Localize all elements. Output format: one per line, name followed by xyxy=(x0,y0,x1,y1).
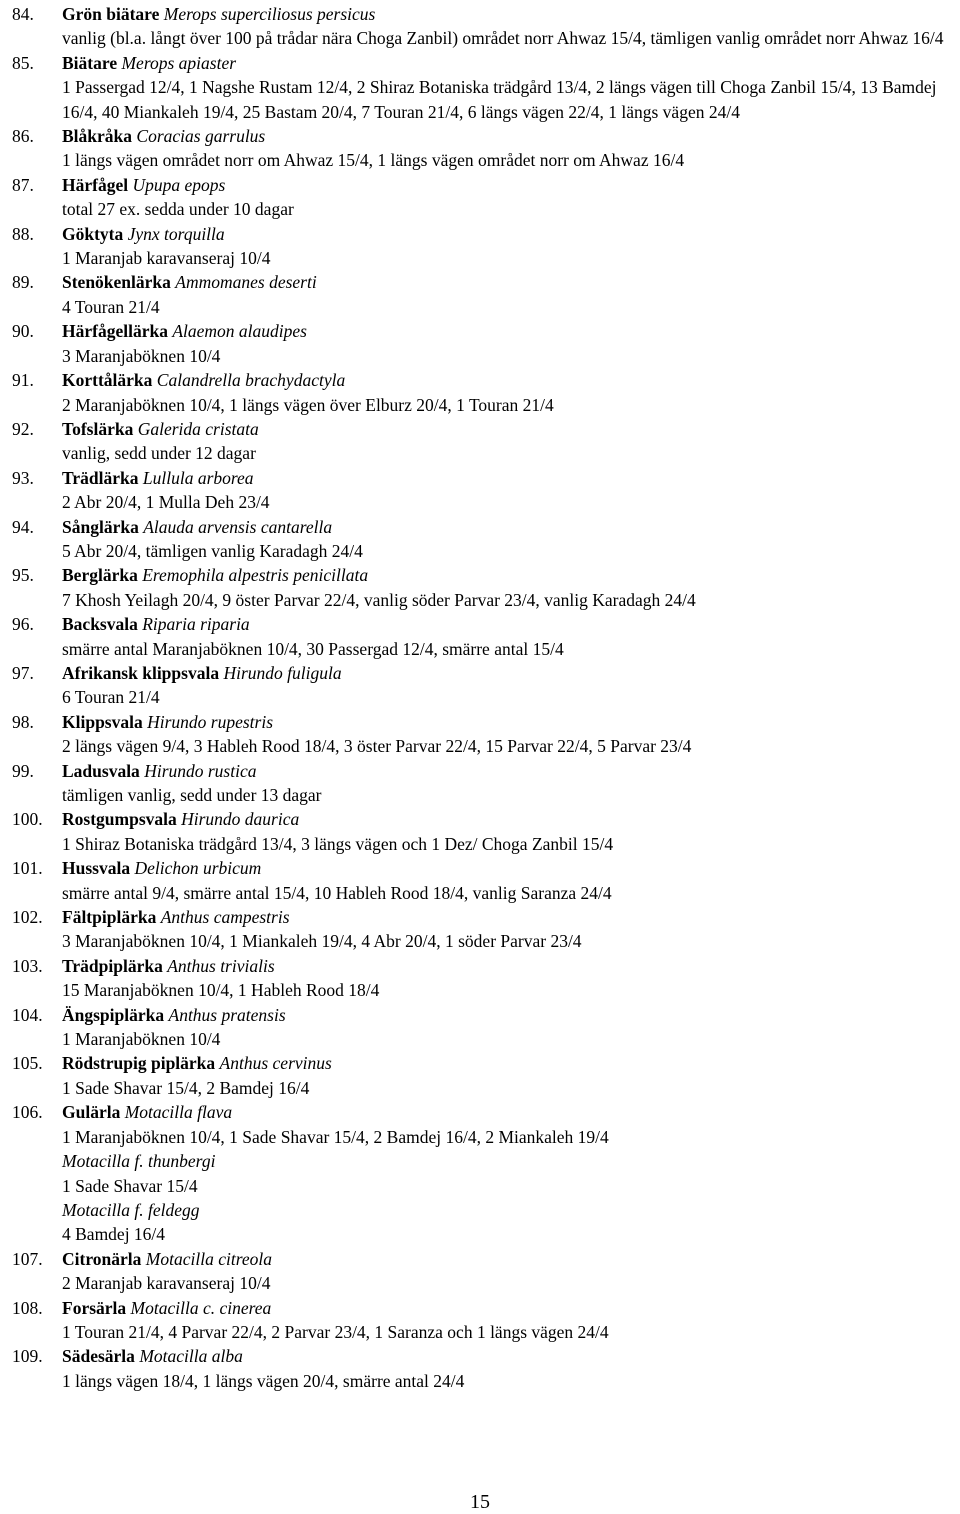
entry-number: 102. xyxy=(12,907,43,928)
observation-text: 3 Maranjaböknen 10/4, 1 Miankaleh 19/4, 4 Abr 20/4, 1 söder Parvar 23/4 xyxy=(62,931,582,952)
entry-body xyxy=(62,1051,954,1100)
species-heading xyxy=(62,759,954,783)
entry-body xyxy=(62,2,954,51)
entry-number: 99. xyxy=(12,760,34,781)
entry-number: 98. xyxy=(12,711,34,732)
species-entry xyxy=(0,2,960,51)
scientific-name: Merops apiaster xyxy=(121,52,237,73)
species-heading xyxy=(62,515,954,539)
subspecies-name: Motacilla f. thunbergi xyxy=(62,1151,216,1172)
species-entry xyxy=(0,1296,960,1345)
species-entry xyxy=(0,515,960,564)
scientific-name: Hirundo rupestris xyxy=(147,711,274,732)
common-name: Biätare xyxy=(62,52,118,73)
entry-number: 97. xyxy=(12,662,34,683)
species-entry xyxy=(0,51,960,124)
observation-text: 1 Maranjab karavanseraj 10/4 xyxy=(62,248,271,269)
entry-body xyxy=(62,222,954,271)
common-name: Rödstrupig piplärka xyxy=(62,1053,216,1074)
observation-text: 1 Passergad 12/4, 1 Nagshe Rustam 12/4, 2 Shiraz Botaniska trädgård 13/4, 2 längs vägen till Choga Zanbil 15/4, 13 Bamdej 16/4, 40 Miankaleh 19/4, 25 Bastam 20/4, 7 Touran 21/4, 6 längs vägen 22/4, 1 längs vägen 24/4 xyxy=(62,77,937,122)
entry-body xyxy=(62,759,954,808)
species-entry xyxy=(0,1051,960,1100)
observation-text: smärre antal 9/4, smärre antal 15/4, 10 Hableh Rood 18/4, vanlig Saranza 24/4 xyxy=(62,882,612,903)
common-name: Stenökenlärka xyxy=(62,272,171,293)
entry-body xyxy=(62,807,954,856)
common-name: Göktyta xyxy=(62,223,124,244)
scientific-name: Anthus cervinus xyxy=(219,1053,332,1074)
entry-number: 87. xyxy=(12,174,34,195)
entry-body xyxy=(62,173,954,222)
scientific-name: Hirundo fuligula xyxy=(223,662,342,683)
scientific-name: Coracias garrulus xyxy=(136,126,266,147)
common-name: Sädesärla xyxy=(62,1346,135,1367)
species-heading xyxy=(62,954,954,978)
entry-number: 89. xyxy=(12,272,34,293)
entry-body xyxy=(62,1100,954,1246)
observation-text: 3 Maranjaböknen 10/4 xyxy=(62,345,221,366)
common-name: Ladusvala xyxy=(62,760,140,781)
observation-text: 1 Maranjaböknen 10/4 xyxy=(62,1029,221,1050)
scientific-name: Jynx torquilla xyxy=(127,223,225,244)
observation-text: 1 Maranjaböknen 10/4, 1 Sade Shavar 15/4, 2 Bamdej 16/4, 2 Miankaleh 19/4 xyxy=(62,1126,609,1147)
entry-body xyxy=(62,1247,954,1296)
species-heading xyxy=(62,51,954,75)
species-heading xyxy=(62,1247,954,1271)
entry-number: 84. xyxy=(12,4,34,24)
scientific-name: Calandrella brachydactyla xyxy=(156,370,346,391)
common-name: Backsvala xyxy=(62,614,138,635)
entry-body xyxy=(62,515,954,564)
species-entry xyxy=(0,759,960,808)
common-name: Klippsvala xyxy=(62,711,143,732)
entry-number: 95. xyxy=(12,565,34,586)
species-heading xyxy=(62,466,954,490)
entry-number: 86. xyxy=(12,126,34,147)
entry-body xyxy=(62,1296,954,1345)
scientific-name: Hirundo rustica xyxy=(144,760,257,781)
species-entry xyxy=(0,905,960,954)
scientific-name: Lullula arborea xyxy=(142,467,254,488)
scientific-name: Motacilla flava xyxy=(124,1102,233,1123)
species-heading xyxy=(62,368,954,392)
scientific-name: Alauda arvensis cantarella xyxy=(143,516,333,537)
entry-number: 108. xyxy=(12,1297,43,1318)
species-heading xyxy=(62,710,954,734)
observation-text: 1 Shiraz Botaniska trädgård 13/4, 3 längs vägen och 1 Dez/ Choga Zanbil 15/4 xyxy=(62,833,614,854)
observation-text: 1 Sade Shavar 15/4, 2 Bamdej 16/4 xyxy=(62,1077,310,1098)
species-entry xyxy=(0,612,960,661)
page-number: 15 xyxy=(470,1491,490,1513)
species-heading xyxy=(62,612,954,636)
common-name: Sånglärka xyxy=(62,516,139,537)
species-list xyxy=(0,2,960,1393)
species-heading xyxy=(62,563,954,587)
observation-text: 1 Touran 21/4, 4 Parvar 22/4, 2 Parvar 23/4, 1 Saranza och 1 längs vägen 24/4 xyxy=(62,1321,609,1342)
entry-body xyxy=(62,856,954,905)
entry-body xyxy=(62,661,954,710)
common-name: Citronärla xyxy=(62,1248,142,1269)
entry-number: 103. xyxy=(12,955,43,976)
entry-number: 93. xyxy=(12,467,34,488)
scientific-name: Alaemon alaudipes xyxy=(172,321,307,342)
scientific-name: Upupa epops xyxy=(132,174,226,195)
scientific-name: Motacilla citreola xyxy=(145,1248,272,1269)
species-entry xyxy=(0,124,960,173)
common-name: Härfågel xyxy=(62,174,129,195)
entry-number: 101. xyxy=(12,858,43,879)
entry-number: 106. xyxy=(12,1102,43,1123)
species-heading xyxy=(62,124,954,148)
scientific-name: Hirundo daurica xyxy=(181,809,300,830)
species-heading xyxy=(62,661,954,685)
scientific-name: Anthus pratensis xyxy=(168,1004,286,1025)
species-entry xyxy=(0,222,960,271)
scientific-name: Galerida cristata xyxy=(137,418,259,439)
species-heading xyxy=(62,173,954,197)
observation-text: tämligen vanlig, sedd under 13 dagar xyxy=(62,785,322,805)
species-entry xyxy=(0,954,960,1003)
observation-text: 15 Maranjaböknen 10/4, 1 Hableh Rood 18/4 xyxy=(62,980,380,1001)
entry-number: 105. xyxy=(12,1053,43,1074)
species-heading xyxy=(62,807,954,831)
observation-text: 1 Sade Shavar 15/4 xyxy=(62,1175,198,1196)
common-name: Gulärla xyxy=(62,1102,121,1123)
entry-body xyxy=(62,368,954,417)
observation-text: smärre antal Maranjaböknen 10/4, 30 Passergad 12/4, smärre antal 15/4 xyxy=(62,638,564,659)
entry-body xyxy=(62,124,954,173)
species-heading xyxy=(62,1051,954,1075)
species-entry xyxy=(0,1003,960,1052)
entry-number: 92. xyxy=(12,418,34,439)
entry-number: 109. xyxy=(12,1346,43,1367)
common-name: Hussvala xyxy=(62,858,131,879)
species-entry xyxy=(0,661,960,710)
observation-text: 1 längs vägen 18/4, 1 längs vägen 20/4, smärre antal 24/4 xyxy=(62,1370,465,1391)
entry-body xyxy=(62,1344,954,1393)
entry-body xyxy=(62,710,954,759)
species-entry xyxy=(0,856,960,905)
entry-number: 107. xyxy=(12,1248,43,1269)
observation-text: vanlig (bl.a. långt över 100 på trådar nära Choga Zanbil) området norr Ahwaz 15/4, tämligen vanlig området norr Ahwaz 16/4 xyxy=(62,28,944,49)
entry-number: 96. xyxy=(12,614,34,635)
species-heading xyxy=(62,222,954,246)
observation-text: total 27 ex. sedda under 10 dagar xyxy=(62,199,294,220)
common-name: Grön biätare xyxy=(62,4,160,24)
observation-text: 7 Khosh Yeilagh 20/4, 9 öster Parvar 22/4, vanlig söder Parvar 23/4, vanlig Karadagh 24/4 xyxy=(62,589,696,610)
entry-number: 90. xyxy=(12,321,34,342)
entry-number: 88. xyxy=(12,223,34,244)
observation-text: 5 Abr 20/4, tämligen vanlig Karadagh 24/4 xyxy=(62,540,363,561)
common-name: Forsärla xyxy=(62,1297,127,1318)
entry-body xyxy=(62,563,954,612)
species-entry xyxy=(0,417,960,466)
species-entry xyxy=(0,563,960,612)
scientific-name: Motacilla alba xyxy=(139,1346,243,1367)
subspecies-name: Motacilla f. feldegg xyxy=(62,1199,200,1220)
scientific-name: Anthus trivialis xyxy=(167,955,275,976)
entry-body xyxy=(62,466,954,515)
species-entry xyxy=(0,1247,960,1296)
observation-text: 4 Bamdej 16/4 xyxy=(62,1224,166,1245)
common-name: Tofslärka xyxy=(62,418,134,439)
species-heading xyxy=(62,1100,954,1124)
entry-body xyxy=(62,270,954,319)
scientific-name: Ammomanes deserti xyxy=(175,272,317,293)
species-entry xyxy=(0,368,960,417)
species-entry xyxy=(0,270,960,319)
scientific-name: Merops superciliosus persicus xyxy=(163,4,376,24)
observation-text: 1 längs vägen området norr om Ahwaz 15/4, 1 längs vägen området norr om Ahwaz 16/4 xyxy=(62,150,685,171)
species-entry xyxy=(0,1344,960,1393)
species-heading xyxy=(62,319,954,343)
common-name: Härfågellärka xyxy=(62,321,168,342)
species-entry xyxy=(0,319,960,368)
species-heading xyxy=(62,2,954,26)
species-entry xyxy=(0,1100,960,1246)
common-name: Fältpiplärka xyxy=(62,907,157,928)
species-heading xyxy=(62,417,954,441)
entry-body xyxy=(62,954,954,1003)
observation-text: 6 Touran 21/4 xyxy=(62,687,160,708)
species-heading xyxy=(62,1344,954,1368)
entry-number: 104. xyxy=(12,1004,43,1025)
observation-text: vanlig, sedd under 12 dagar xyxy=(62,443,256,464)
species-heading xyxy=(62,1296,954,1320)
species-entry xyxy=(0,173,960,222)
common-name: Rostgumpsvala xyxy=(62,809,177,830)
entry-body xyxy=(62,1003,954,1052)
species-heading xyxy=(62,905,954,929)
common-name: Blåkråka xyxy=(62,126,133,147)
observation-text: 2 Abr 20/4, 1 Mulla Deh 23/4 xyxy=(62,492,270,513)
common-name: Berglärka xyxy=(62,565,138,586)
common-name: Trädpiplärka xyxy=(62,955,163,976)
scientific-name: Delichon urbicum xyxy=(134,858,262,879)
observation-text: 2 Maranjaböknen 10/4, 1 längs vägen över Elburz 20/4, 1 Touran 21/4 xyxy=(62,394,554,415)
common-name: Ängspiplärka xyxy=(62,1004,165,1025)
species-entry xyxy=(0,710,960,759)
species-heading xyxy=(62,856,954,880)
entry-body xyxy=(62,51,954,124)
common-name: Trädlärka xyxy=(62,467,139,488)
species-entry xyxy=(0,807,960,856)
entry-body xyxy=(62,319,954,368)
common-name: Korttålärka xyxy=(62,370,153,391)
species-entry xyxy=(0,466,960,515)
observation-text: 4 Touran 21/4 xyxy=(62,296,160,317)
entry-number: 94. xyxy=(12,516,34,537)
entry-number: 85. xyxy=(12,52,34,73)
species-heading xyxy=(62,270,954,294)
species-heading xyxy=(62,1003,954,1027)
entry-number: 91. xyxy=(12,370,34,391)
scientific-name: Anthus campestris xyxy=(160,907,290,928)
common-name: Afrikansk klippsvala xyxy=(62,662,220,683)
scientific-name: Riparia riparia xyxy=(142,614,250,635)
observation-text: 2 Maranjab karavanseraj 10/4 xyxy=(62,1273,271,1294)
entry-body xyxy=(62,905,954,954)
scientific-name: Motacilla c. cinerea xyxy=(130,1297,272,1318)
entry-body xyxy=(62,417,954,466)
entry-number: 100. xyxy=(12,809,43,830)
observation-text: 2 längs vägen 9/4, 3 Hableh Rood 18/4, 3 öster Parvar 22/4, 15 Parvar 22/4, 5 Parvar 23/4 xyxy=(62,736,692,757)
entry-body xyxy=(62,612,954,661)
scientific-name: Eremophila alpestris penicillata xyxy=(142,565,369,586)
